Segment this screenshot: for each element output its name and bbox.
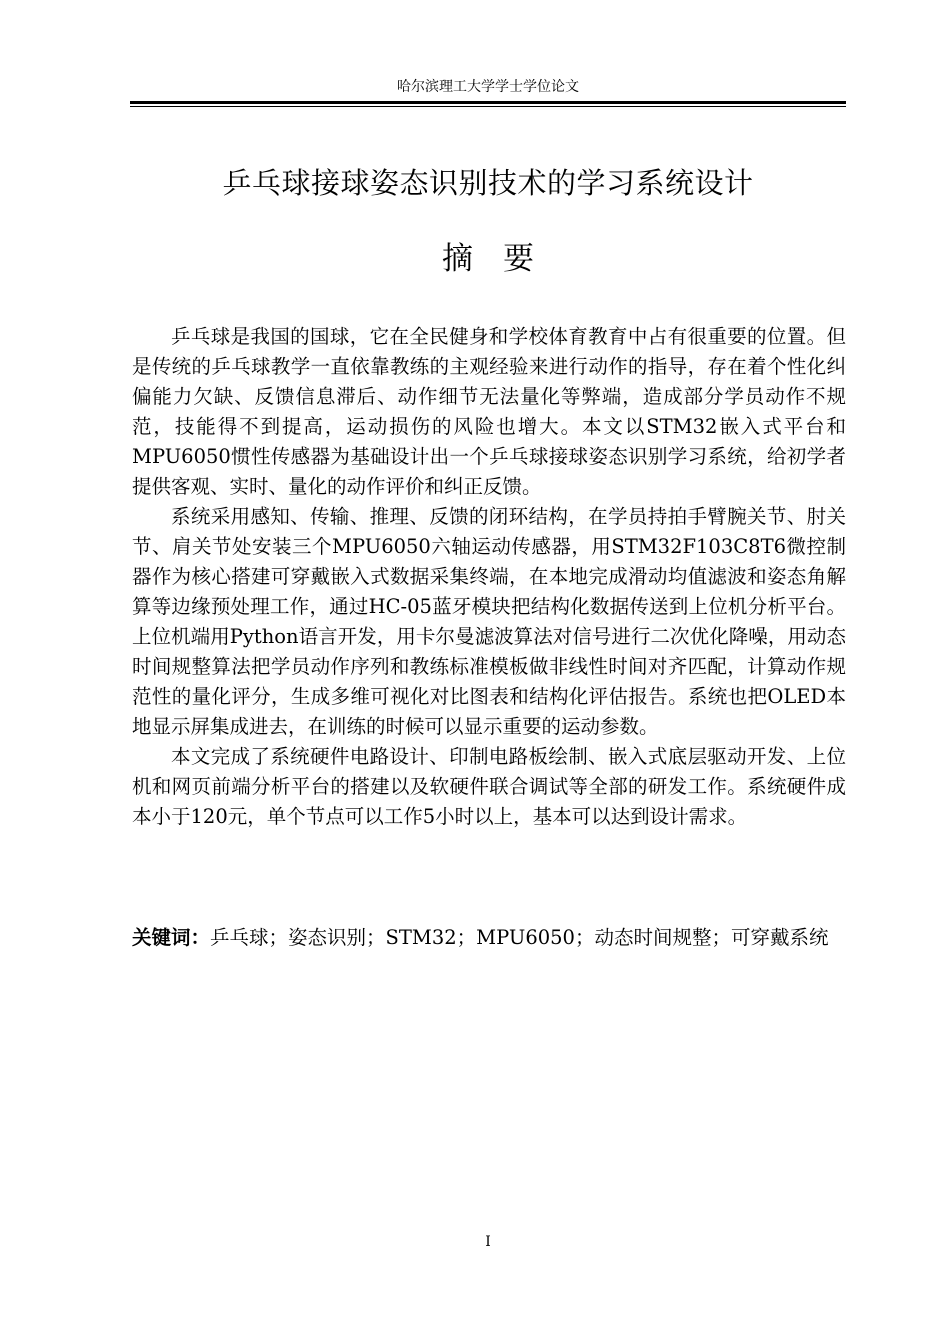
abstract-paragraph-3: 本文完成了系统硬件电路设计、印制电路板绘制、嵌入式底层驱动开发、上位机和网页前端分析平台的搭建以及软硬件联合调试等全部的研发工作。系统硬件成本小于120元，单个节点可以工作5小时以上，基本可以达到设计需求。 xyxy=(132,745,846,828)
thesis-title: 乒乓球接球姿态识别技术的学习系统设计 xyxy=(222,166,754,201)
keywords-label: 关键词： xyxy=(132,926,211,949)
keywords-text: 乒乓球；姿态识别；STM32；MPU6050；动态时间规整；可穿戴系统 xyxy=(210,926,829,949)
abstract-heading: 摘要 xyxy=(442,241,564,277)
page-number: I xyxy=(485,1234,491,1250)
keywords-line xyxy=(132,923,846,952)
abstract-body xyxy=(132,322,846,832)
abstract-paragraph-2: 系统采用感知、传输、推理、反馈的闭环结构，在学员持拍手臂腕关节、肘关节、肩关节处安装三个MPU6050六轴运动传感器，用STM32F103C8T6微控制器作为核心搭建可穿戴嵌入式数据采集终端，在本地完成滑动均值滤波和姿态角解算等边缘预处理工作，通过HC-05蓝牙模块把结构化数据传送到上位机分析平台。上位机端用Python语言开发，用卡尔曼滤波算法对信号进行二次优化降噪，用动态时间规整算法把学员动作序列和教练标准模板做非线性时间对齐匹配，计算动作规范性的量化评分，生成多维可视化对比图表和结构化评估报告。系统也把OLED本地显示屏集成进去，在训练的时候可以显示重要的运动参数。 xyxy=(132,505,846,738)
header-rule-thin xyxy=(130,106,846,107)
running-header: 哈尔滨理工大学学士学位论文 xyxy=(397,79,579,95)
header-rule-thick xyxy=(130,101,846,104)
abstract-paragraph-1: 乒乓球是我国的国球，它在全民健身和学校体育教育中占有很重要的位置。但是传统的乒乓球教学一直依靠教练的主观经验来进行动作的指导，存在着个性化纠偏能力欠缺、反馈信息滞后、动作细节无法量化等弊端，造成部分学员动作不规范，技能得不到提高，运动损伤的风险也增大。本文以STM32嵌入式平台和MPU6050惯性传感器为基础设计出一个乒乓球接球姿态识别学习系统，给初学者提供客观、实时、量化的动作评价和纠正反馈。 xyxy=(132,325,846,498)
